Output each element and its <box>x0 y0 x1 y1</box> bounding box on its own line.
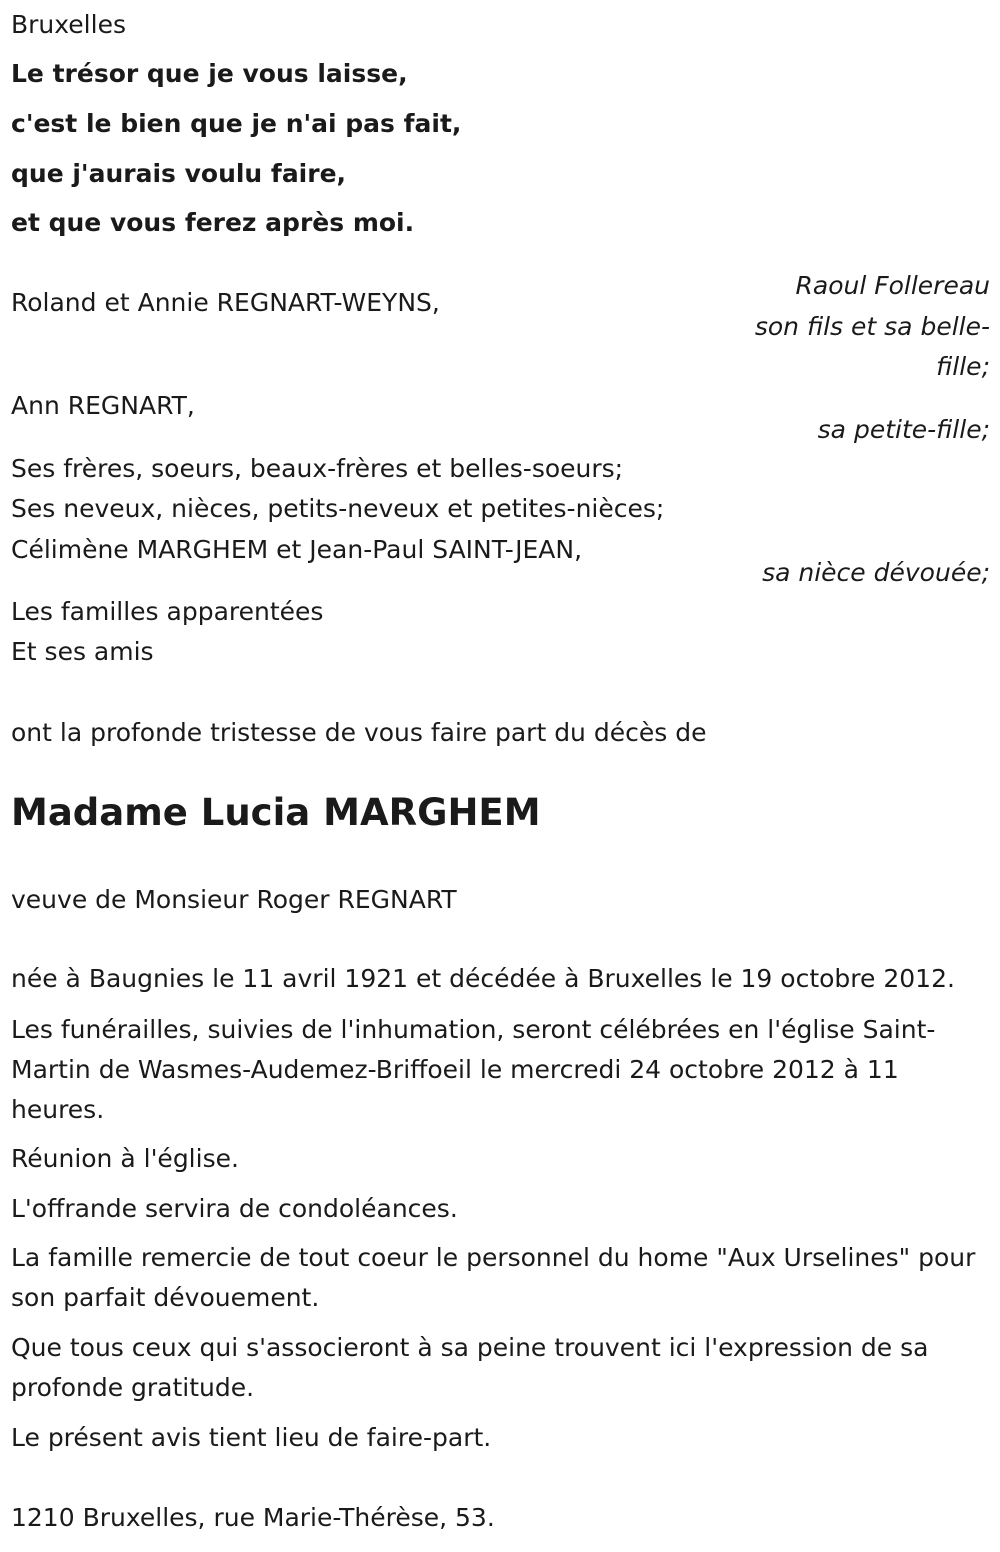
poem-author: Raoul Follereau <box>795 271 990 300</box>
notice-info: Le présent avis tient lieu de faire-part. <box>11 1423 492 1452</box>
city-header: Bruxelles <box>11 10 126 39</box>
gratitude-info: Que tous ceux qui s'associeront à sa peine trouvent ici l'expression de sa profonde gratitude. <box>11 1333 929 1402</box>
deceased-name: Madame Lucia MARGHEM <box>11 791 541 834</box>
birth-death: née à Baugnies le 11 avril 1921 et décédée à Bruxelles le 19 octobre 2012. <box>11 964 955 993</box>
family-son: Roland et Annie REGNART-WEYNS, <box>11 288 440 317</box>
widow-of: veuve de Monsieur Roger REGNART <box>11 885 457 914</box>
meeting-info: Réunion à l'église. <box>11 1144 239 1173</box>
family-niece: Célimène MARGHEM et Jean-Paul SAINT-JEAN, <box>11 535 583 564</box>
address: 1210 Bruxelles, rue Marie-Thérèse, 53. <box>11 1503 495 1532</box>
poem-line: et que vous ferez après moi. <box>11 208 415 237</box>
poem-line: que j'aurais voulu faire, <box>11 159 347 188</box>
family-nephews: Ses neveux, nièces, petits-neveux et petites-nièces; <box>11 494 665 523</box>
poem-line: Le trésor que je vous laisse, <box>11 59 408 88</box>
offering-info: L'offrande servira de condoléances. <box>11 1194 458 1223</box>
family-granddaughter-role: sa petite-fille; <box>817 415 990 444</box>
family-son-role: son fils et sa belle- <box>754 312 990 341</box>
announcement: ont la profonde tristesse de vous faire part du décès de <box>11 718 707 747</box>
family-son-role-cont: fille; <box>936 352 990 381</box>
family-friends: Et ses amis <box>11 637 154 666</box>
family-related: Les familles apparentées <box>11 597 324 626</box>
funeral-info: Les funérailles, suivies de l'inhumation, seront célébrées en l'église Saint-Martin de Wasmes-Audemez-Briffoeil le mercredi 24 octobre 2012 à 11 heures. <box>11 1015 936 1124</box>
family-niece-role: sa nièce dévouée; <box>762 558 990 587</box>
poem-line: c'est le bien que je n'ai pas fait, <box>11 109 462 138</box>
family-granddaughter: Ann REGNART, <box>11 391 195 420</box>
family-siblings: Ses frères, soeurs, beaux-frères et belles-soeurs; <box>11 454 624 483</box>
thanks-info: La famille remercie de tout coeur le personnel du home "Aux Urselines" pour son parfait dévouement. <box>11 1243 976 1312</box>
